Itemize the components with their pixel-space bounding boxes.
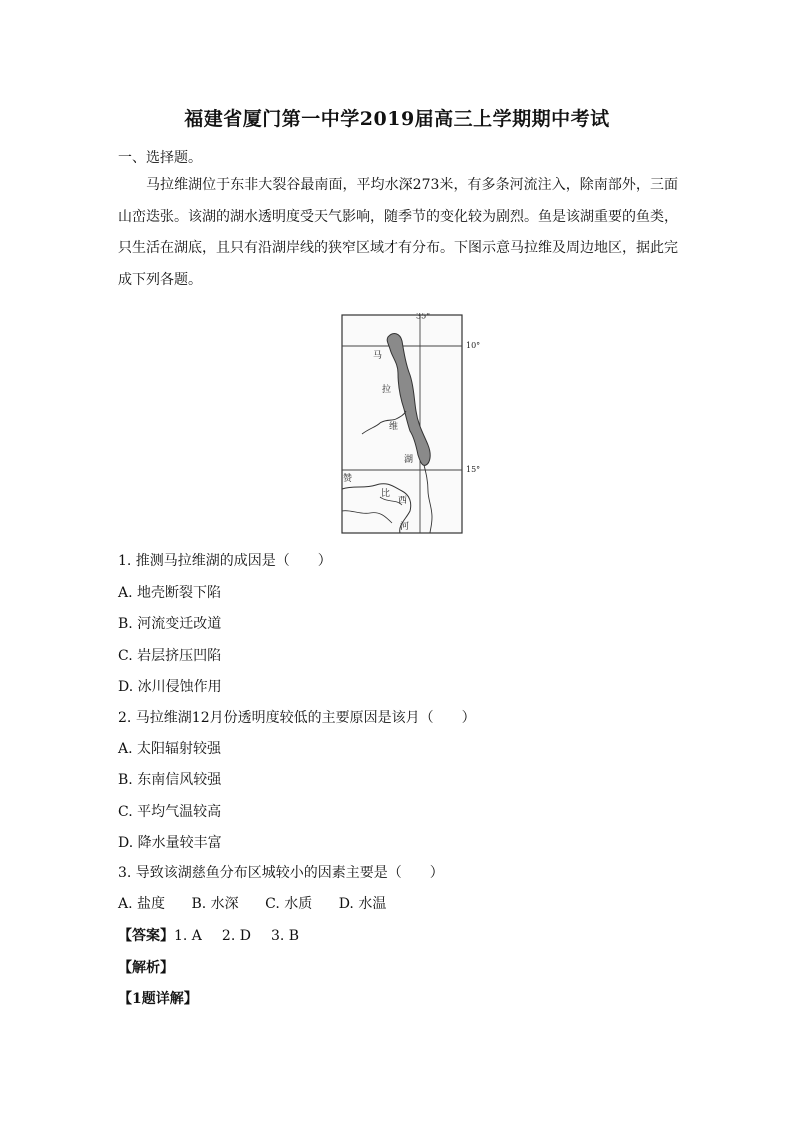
option-d: D. 水温 (338, 896, 387, 912)
option-b: B. 水深 (191, 896, 239, 912)
answer-2: 2. D (221, 928, 251, 944)
answer-label: 【答案】 (118, 928, 174, 944)
option-c: C. 水质 (265, 896, 313, 912)
answer-1: 1. A (174, 928, 202, 944)
option-a: A. 地壳断裂下陷 (118, 585, 222, 601)
analysis-heading: 【解析】 (118, 960, 174, 976)
option-a: A. 太阳辐射较强 (118, 741, 222, 757)
inline-options (118, 893, 408, 913)
malawi-map (340, 313, 488, 537)
detail-heading: 【1题详解】 (118, 991, 198, 1007)
option-d: D. 降水量较丰富 (118, 835, 222, 851)
zambezi-char-4: 河 (400, 522, 410, 532)
lat-label-15: 15° (466, 465, 481, 474)
zambezi-char-1: 赞 (343, 474, 353, 484)
section-heading: 一、选择题。 (118, 150, 202, 166)
option-d: D. 冰川侵蚀作用 (118, 679, 222, 695)
option-b: B. 河流变迁改道 (118, 616, 222, 632)
zambezi-char-2: 比 (381, 489, 391, 499)
question-stem: 1. 推测马拉维湖的成因是（ ） (118, 553, 332, 569)
answer-3: 3. B (270, 928, 300, 944)
answer-line (118, 925, 319, 945)
question-stem: 3. 导致该湖慈鱼分布区城较小的因素主要是（ ） (118, 865, 444, 881)
option-a: A. 盐度 (118, 896, 166, 912)
lake-char-3: 维 (389, 422, 399, 432)
option-b: B. 东南信风较强 (118, 772, 222, 788)
lat-label-10: 10° (466, 341, 481, 350)
question-stem: 2. 马拉维湖12月份透明度较低的主要原因是该月（ ） (118, 710, 476, 726)
zambezi-char-3: 西 (398, 496, 408, 506)
lon-label-35: 35° (416, 313, 431, 321)
map-figure (340, 313, 488, 537)
lake-char-2: 拉 (382, 385, 392, 395)
option-c: C. 平均气温较高 (118, 804, 222, 820)
page-title: 福建省厦门第一中学2019届高三上学期期中考试 (184, 108, 610, 130)
lake-char-4: 湖 (404, 455, 414, 465)
option-c: C. 岩层挤压凹陷 (118, 648, 222, 664)
lake-char-1: 马 (373, 351, 383, 361)
intro-paragraph: 马拉维湖位于东非大裂谷最南面，平均水深273米，有多条河流注入，除南部外，三面山峦迭张。该湖的湖水透明度受天气影响，随季节的变化较为剧烈。鱼是该湖重要的鱼类，只生活在湖底，且只有沿湖岸线的狭窄区域才有分布。下图示意马拉维及周边地区，据此完成下列各题。 (118, 177, 678, 288)
